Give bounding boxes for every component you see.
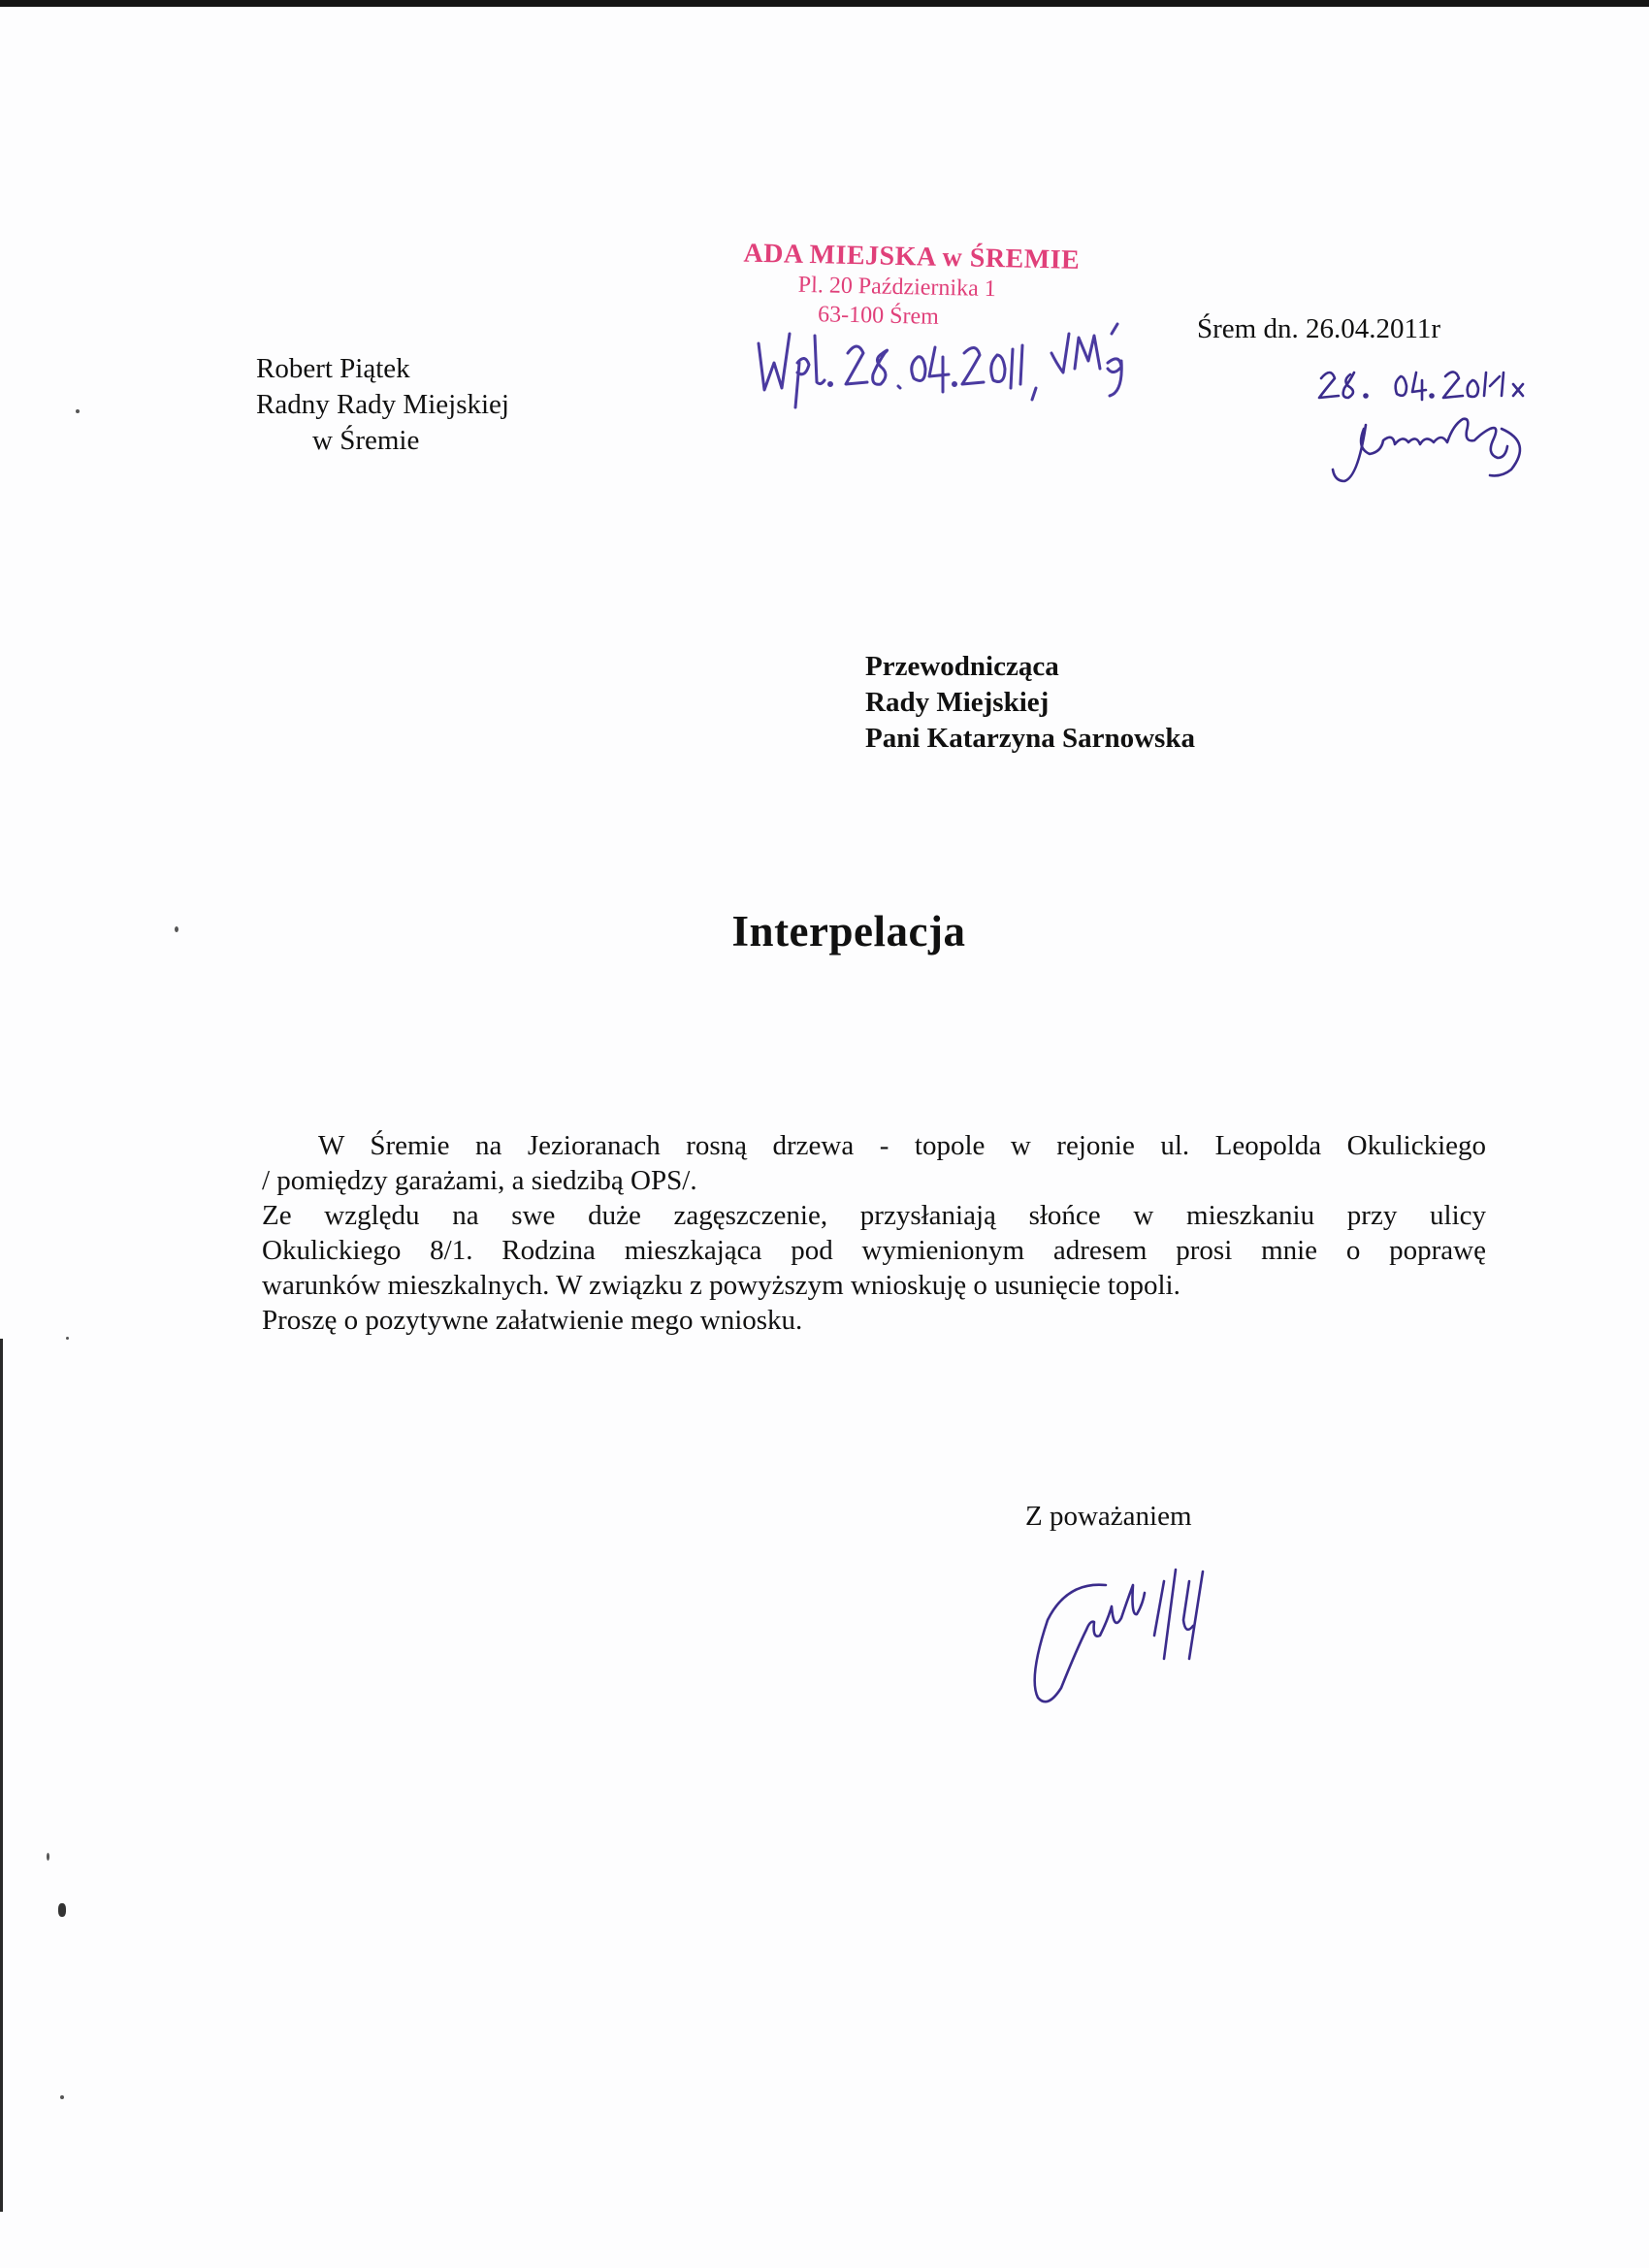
- recipient-name: Pani Katarzyna Sarnowska: [865, 723, 1195, 754]
- scan-speck: [58, 1903, 66, 1917]
- letter-body: [262, 1128, 1486, 1338]
- scan-speck: [76, 409, 80, 413]
- scan-speck: [47, 1853, 49, 1861]
- body-line-5: warunków mieszkalnych. W związku z powyższym wnioskuję o usunięcie topoli.: [262, 1270, 1180, 1301]
- scan-top-edge: [0, 0, 1649, 7]
- scan-speck: [66, 1337, 69, 1340]
- handwritten-received-mark: [1300, 361, 1571, 516]
- recipient-title: Przewodnicząca: [865, 651, 1059, 682]
- recipient-council: Rady Miejskiej: [865, 687, 1050, 718]
- sender-block: [256, 351, 509, 459]
- sender-name: Robert Piątek: [256, 353, 410, 384]
- body-line-3: Ze względu na swe duże zagęszczenie, przysłaniają słońce w mieszkaniu przy ulicy: [262, 1200, 1486, 1231]
- recipient-block: [865, 649, 1195, 757]
- stamp-line-1: ADA MIEJSKA w ŚREMIE: [743, 238, 1081, 275]
- closing-salutation: Z poważaniem: [1025, 1501, 1192, 1532]
- scan-speck: [175, 926, 178, 932]
- body-line-1: W Śremie na Jezioranach rosną drzewa - topole w rejonie ul. Leopolda Okulickiego: [318, 1130, 1486, 1161]
- place-and-date: Śrem dn. 26.04.2011r: [1197, 313, 1441, 344]
- body-line-4: Okulickiego 8/1. Rodzina mieszkająca pod wymienionym adresem prosi mnie o poprawę: [262, 1235, 1486, 1266]
- sender-role: Radny Rady Miejskiej: [256, 389, 509, 420]
- handwritten-receipt-annotation: [755, 314, 1148, 411]
- stamp-line-2: Pl. 20 Października 1: [797, 272, 997, 303]
- signature: [1018, 1542, 1261, 1717]
- document-title: Interpelacja: [731, 907, 966, 956]
- scan-speck: [60, 2095, 64, 2099]
- body-line-6: Proszę o pozytywne załatwienie mego wniosku.: [262, 1305, 803, 1336]
- body-line-2: / pomiędzy garażami, a siedzibą OPS/.: [262, 1165, 697, 1196]
- scan-left-edge: [0, 1339, 3, 2212]
- sender-city: w Śremie: [312, 425, 420, 456]
- stamp-line-3: 63-100 Śrem: [817, 302, 940, 330]
